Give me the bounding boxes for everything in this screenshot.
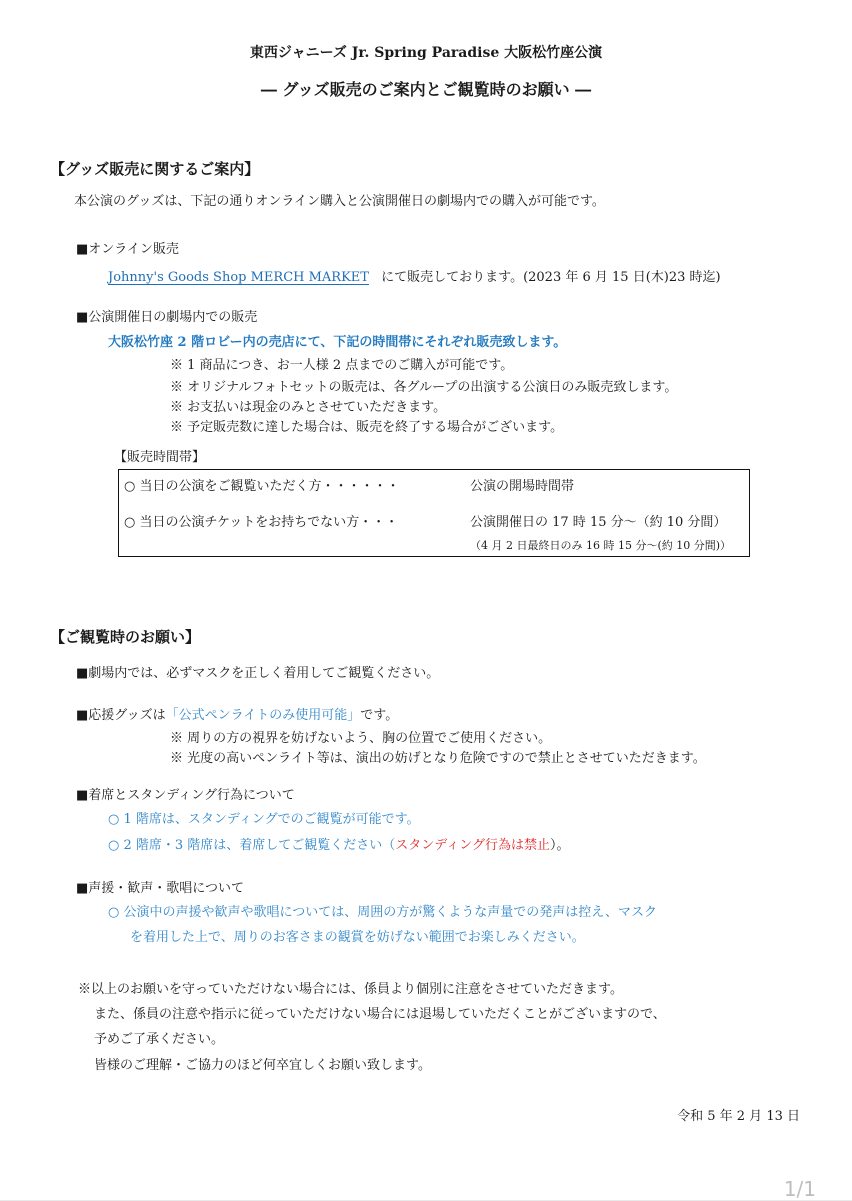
cheer-goods-request [76, 704, 398, 723]
document-date: 令和 5 年 2 月 13 日 [677, 1109, 800, 1124]
online-sales-period: にて販売しております。(2023 年 6 月 15 日(木)23 時迄) [381, 270, 721, 285]
cheer-goods-prefix: ■応援グッズは [76, 708, 166, 723]
online-sales-heading: ■オンライン販売 [76, 242, 179, 257]
online-sales-line [108, 266, 721, 285]
merch-market-link[interactable]: Johnny's Goods Shop MERCH MARKET [108, 270, 369, 285]
penlight-note: ※ 光度の高いペンライト等は、演出の妨げとなり危険ですので禁止とさせていただきます。 [170, 751, 706, 766]
upper-floor-end: ）。 [550, 838, 570, 853]
venue-note: ※ お支払いは現金のみとさせていただきます。 [170, 400, 447, 415]
venue-note: ※ 予定販売数に達した場合は、販売を終了する場合がございます。 [170, 420, 564, 435]
document-subtitle: ― グッズ販売のご案内とご観覧時のお願い ― [260, 80, 592, 99]
voice-guideline-line2: を着用した上で、周りのお客さまの観賞を妨げない範囲でお楽しみください。 [130, 930, 585, 945]
closing-line: 皆様のご理解・ご協力のほど何卒宜しくお願い致します。 [94, 1058, 431, 1073]
voice-heading: ■声援・歓声・歌唱について [76, 881, 245, 896]
document-title: 東西ジャニーズ Jr. Spring Paradise 大阪松竹座公演 [249, 45, 603, 61]
venue-note: ※ 1 商品につき、お一人様 2 点までのご購入が可能です。 [170, 358, 514, 373]
voice-guideline-line1: ○ 公演中の声援や歓声や歌唱については、周囲の方が驚くような声量での発声は控え、マスク [108, 905, 657, 920]
venue-sales-highlight: 大阪松竹座 2 階ロビー内の売店にて、下記の時間帯にそれぞれ販売致します。 [108, 335, 567, 350]
goods-intro: 本公演のグッズは、下記の通りオンライン購入と公演開催日の劇場内での購入が可能です。 [74, 194, 605, 209]
schedule-row-when: 公演の開場時間帯 [470, 479, 575, 494]
seating-heading: ■着席とスタンディング行為について [76, 788, 295, 803]
goods-section-heading: 【グッズ販売に関するご案内】 [50, 160, 260, 178]
schedule-final-day-note: （4 月 2 日最終日のみ 16 時 15 分～(約 10 分間)） [470, 539, 732, 552]
penlight-note: ※ 周りの方の視界を妨げないよう、胸の位置でご使用ください。 [170, 731, 552, 746]
page-indicator: 1/1 [783, 1177, 816, 1201]
upper-floor-seating [108, 834, 570, 853]
schedule-label: 【販売時間帯】 [114, 450, 206, 465]
upper-floor-text: ○ 2 階席・3 階席は、着席してご観覧ください（ [108, 838, 396, 853]
standing-prohibited-warning: スタンディング行為は禁止 [395, 838, 550, 853]
closing-line: 予めご了承ください。 [94, 1032, 225, 1047]
closing-line: また、係員の注意や指示に従っていただけない場合には退場していただくことがございますので、 [94, 1007, 666, 1022]
venue-note: ※ オリジナルフォトセットの販売は、各グループの出演する公演日のみ販売致します。 [170, 380, 678, 395]
penlight-only-highlight: 「公式ペンライトのみ使用可能」 [165, 708, 361, 723]
schedule-row-who: ○ 当日の公演をご観覧いただく方・・・・・・ [124, 479, 400, 494]
mask-request: ■劇場内では、必ずマスクを正しく着用してご観覧ください。 [76, 666, 440, 681]
first-floor-seating: ○ 1 階席は、スタンディングでのご観覧が可能です。 [108, 812, 420, 827]
venue-sales-heading: ■公演開催日の劇場内での販売 [76, 310, 258, 325]
requests-section-heading: 【ご観覧時のお願い】 [50, 628, 201, 646]
cheer-goods-suffix: です。 [360, 708, 399, 723]
closing-line: ※以上のお願いを守っていただけない場合には、係員より個別に注意をさせていただきます。 [78, 982, 623, 997]
schedule-row-when: 公演開催日の 17 時 15 分～（約 10 分間） [470, 515, 727, 530]
schedule-row-who: ○ 当日の公演チケットをお持ちでない方・・・ [124, 515, 399, 530]
